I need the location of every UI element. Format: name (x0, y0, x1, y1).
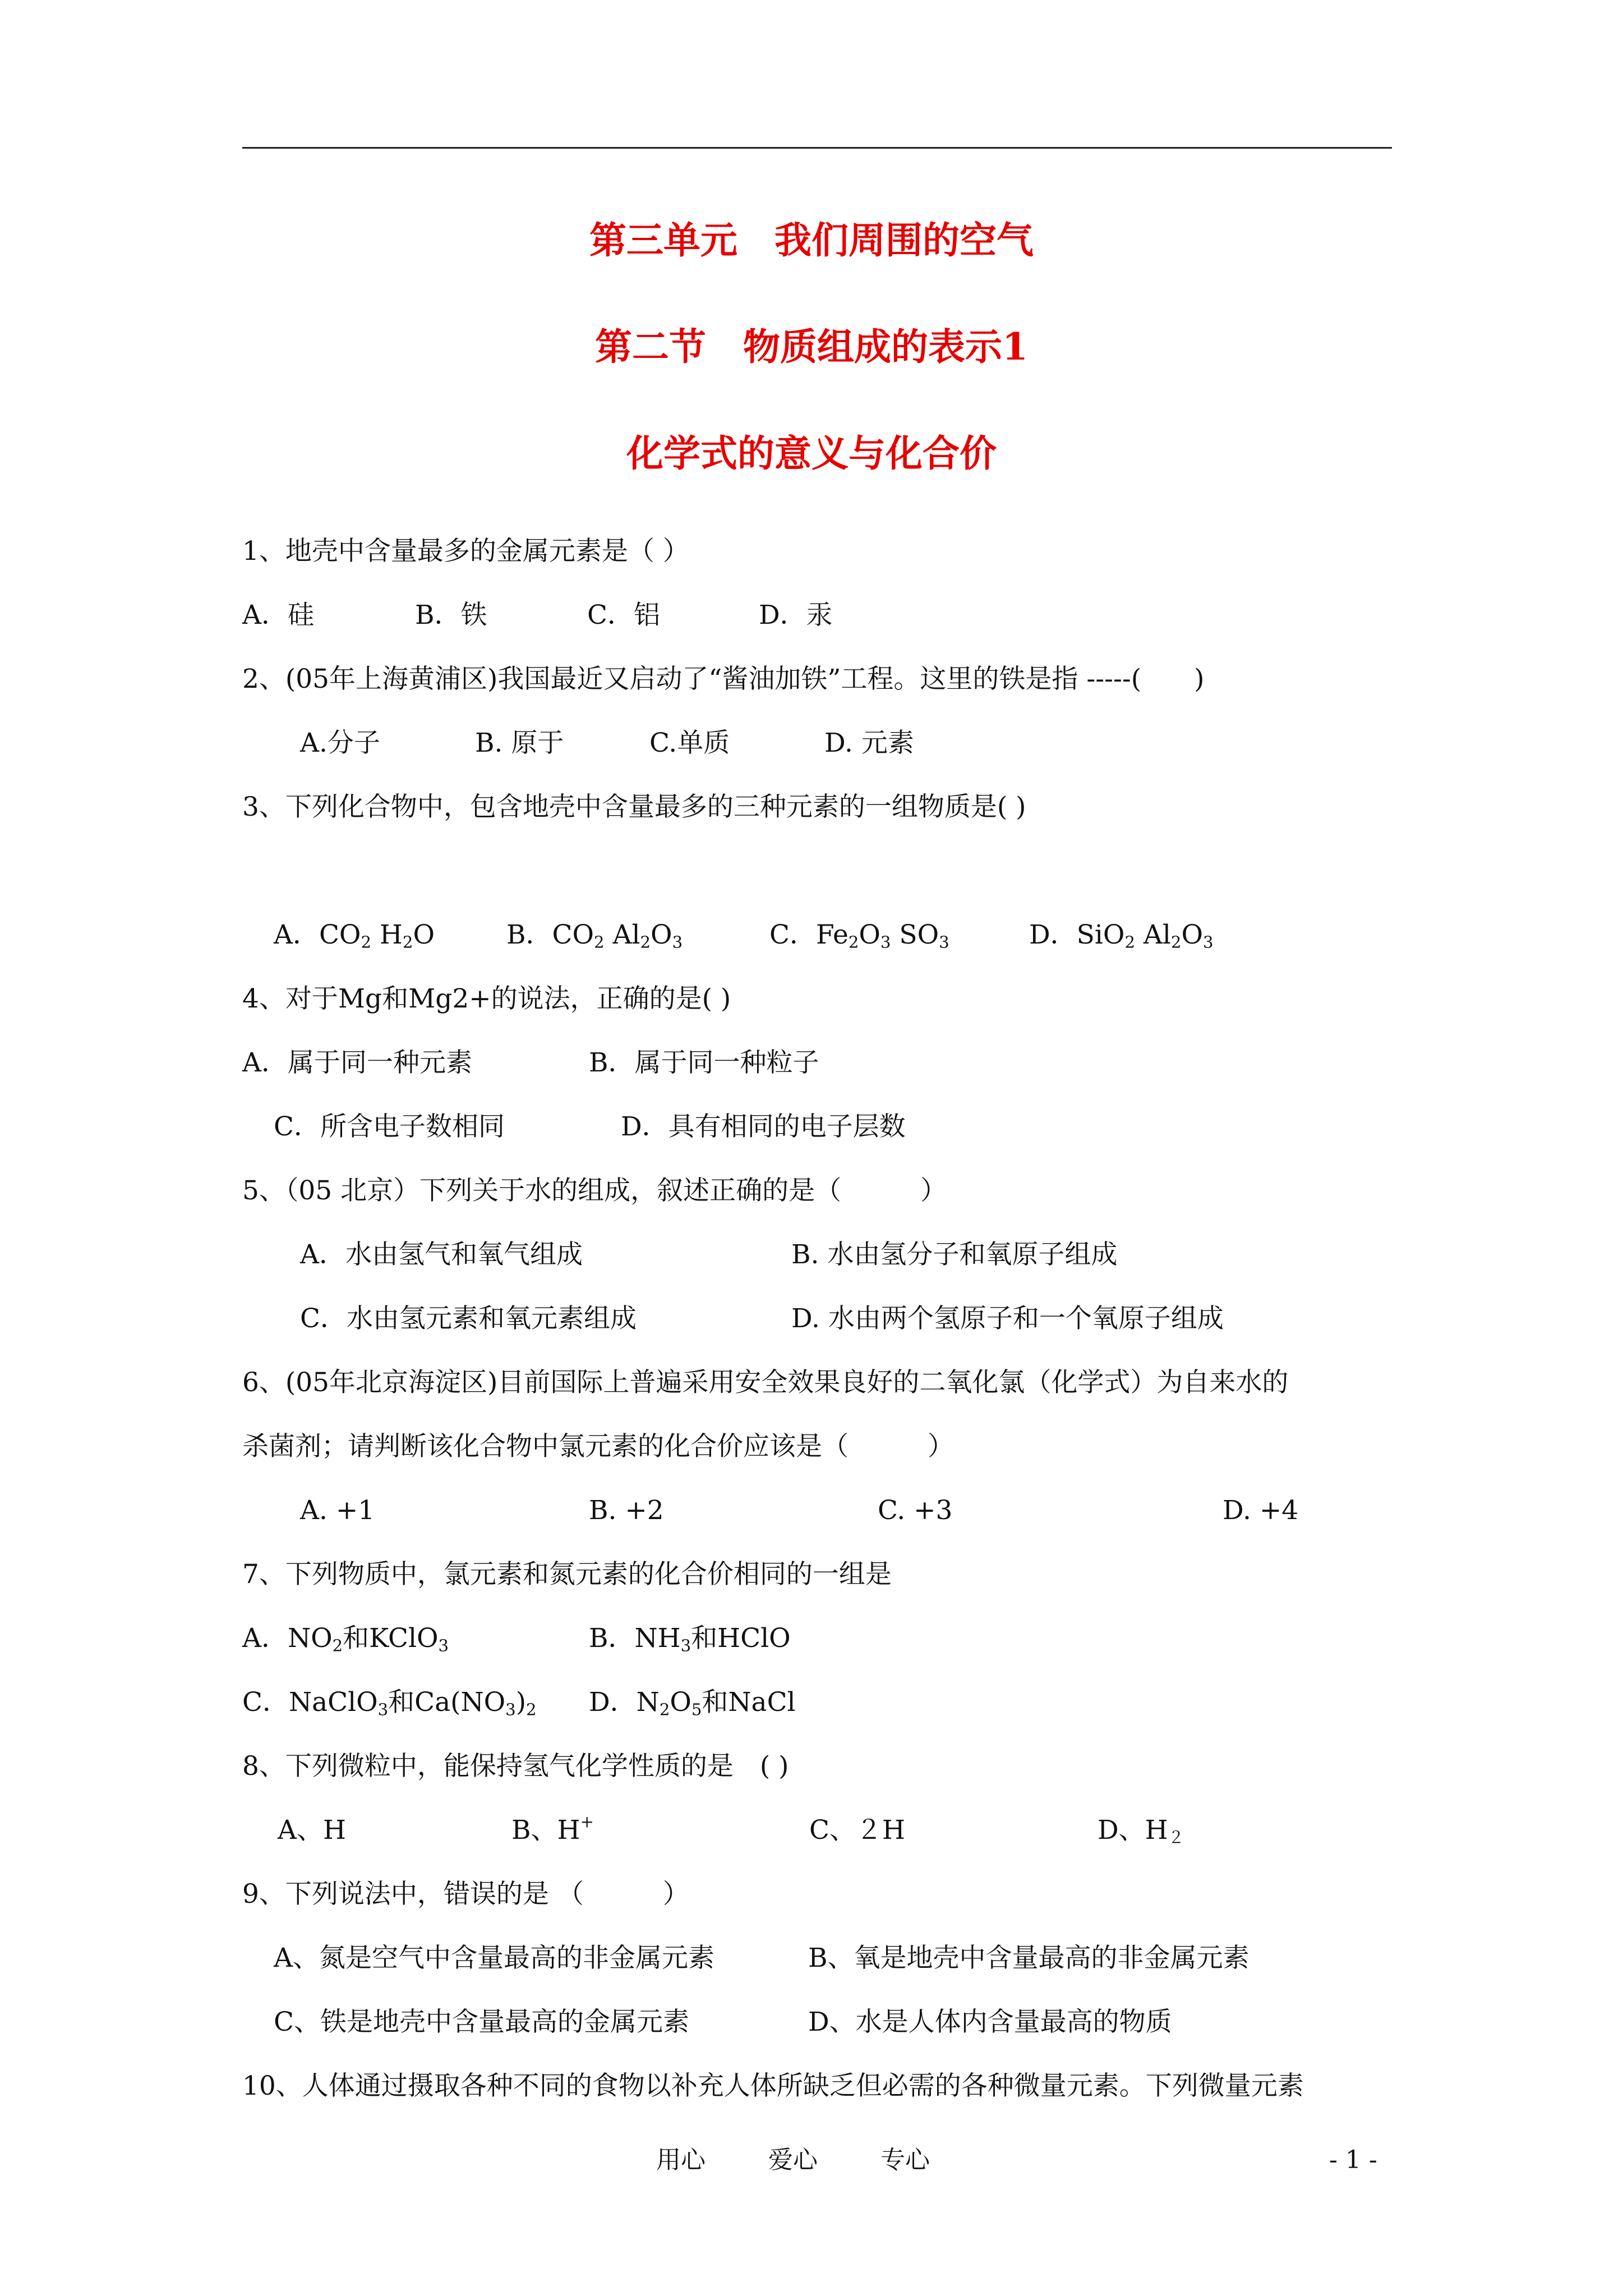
q9-option-c: C、铁是地壳中含量最高的金属元素 (274, 2007, 689, 2037)
q9-option-b: B、氧是地壳中含量最高的非金属元素 (808, 1943, 1249, 1973)
header-rule (242, 147, 1392, 149)
q2-stem: 2、(05年上海黄浦区)我国最近又启动了“酱油加铁”工程。这里的铁是指 -----( ) (242, 664, 1205, 694)
q2-option-c: C.单质 (649, 728, 730, 758)
q5-option-d: D. 水由两个氢原子和一个氧原子组成 (791, 1303, 1224, 1334)
q9-stem: 9、下列说法中，错误的是 （ ） (242, 1879, 689, 1910)
q8-option-d: D、$H_2$ (1098, 1815, 1184, 1847)
q7-option-b: B．$NH_3$和HClO (589, 1623, 791, 1655)
q7-stem: 7、下列物质中，氯元素和氮元素的化合价相同的一组是 (242, 1559, 892, 1590)
q5-option-a: A．水由氢气和氧气组成 (300, 1239, 583, 1270)
q8-option-b: B、H+ (511, 1812, 594, 1846)
q3-option-d: D．SiO$_2$ $Al_2O_3$ (1029, 919, 1214, 952)
section-title: 第二节 物质组成的表示1 (595, 325, 1028, 369)
q1-option-c: C．铝 (587, 600, 660, 631)
q4-option-d: D．具有相同的电子层数 (621, 1111, 906, 1142)
q6-option-d: D. +4 (1223, 1495, 1299, 1526)
q3-option-b: B．$CO_2$ $Al_2O_3$ (506, 919, 683, 952)
q4-stem: 4、对于Mg和Mg2+的说法，正确的是( ) (242, 983, 731, 1014)
q5-option-c: C．水由氢元素和氧元素组成 (300, 1303, 637, 1334)
unit-title: 第三单元 我们周围的空气 (589, 218, 1034, 262)
q1-stem: 1、地壳中含量最多的金属元素是（ ） (242, 536, 689, 567)
q9-option-a: A、氮是空气中含量最高的非金属元素 (274, 1943, 714, 1973)
q9-option-d: D、水是人体内含量最高的物质 (808, 2007, 1172, 2037)
q3-option-a: A．$CO_2$ $H_2O$ (274, 919, 435, 952)
q2-option-b: B. 原于 (475, 728, 564, 758)
q8-option-c: C、２H (809, 1815, 905, 1846)
q1-option-a: A．硅 (242, 600, 314, 631)
q4-option-c: C．所含电子数相同 (274, 1111, 505, 1142)
footer-motto-2: 爱心 (768, 2146, 818, 2174)
footer-motto-1: 用心 (656, 2146, 706, 2174)
q6-option-b: B. +2 (589, 1495, 664, 1526)
q6-option-a: A. +1 (300, 1495, 375, 1526)
q2-option-d: D. 元素 (824, 728, 914, 758)
q2-option-a: A.分子 (300, 728, 380, 758)
q4-option-b: B．属于同一种粒子 (589, 1047, 819, 1078)
q5-option-b: B. 水由氢分子和氧原子组成 (791, 1239, 1118, 1270)
q3-option-c: C．$Fe_2O_3$ $SO_3$ (769, 919, 949, 952)
q8-stem: 8、下列微粒中，能保持氢气化学性质的是 ( ) (242, 1751, 789, 1782)
page-number: - 1 - (1329, 2146, 1377, 2174)
q5-stem: 5、（05 北京）下列关于水的组成，叙述正确的是（ ） (242, 1175, 947, 1206)
q7-option-d: D．$N_2O_5$和NaCl (589, 1687, 796, 1719)
q6-option-c: C. +3 (878, 1495, 953, 1526)
q7-option-a: A．$NO_2$和KClO$_3$ (242, 1623, 449, 1655)
q8-option-a: A、H (278, 1815, 346, 1846)
topic-title: 化学式的意义与化合价 (626, 431, 997, 475)
q10-stem: 10、人体通过摄取各种不同的食物以补充人体所缺乏但必需的各种微量元素。下列微量元素 (242, 2070, 1304, 2101)
q1-option-b: B．铁 (415, 600, 487, 631)
q6-stem-line1: 6、(05年北京海淀区)目前国际上普遍采用安全效果良好的二氧化氯（化学式）为自来水的 (242, 1367, 1289, 1398)
q6-stem-line2: 杀菌剂；请判断该化合物中氯元素的化合价应该是（ ） (242, 1431, 954, 1462)
q4-option-a: A．属于同一种元素 (242, 1047, 472, 1078)
q3-stem: 3、下列化合物中，包含地壳中含量最多的三种元素的一组物质是( ) (242, 792, 1026, 822)
footer-motto-3: 专心 (880, 2146, 930, 2174)
q7-option-c: C．NaClO$_3$和$Ca(NO_3)_2$ (242, 1687, 537, 1719)
q1-option-d: D．汞 (759, 600, 833, 631)
